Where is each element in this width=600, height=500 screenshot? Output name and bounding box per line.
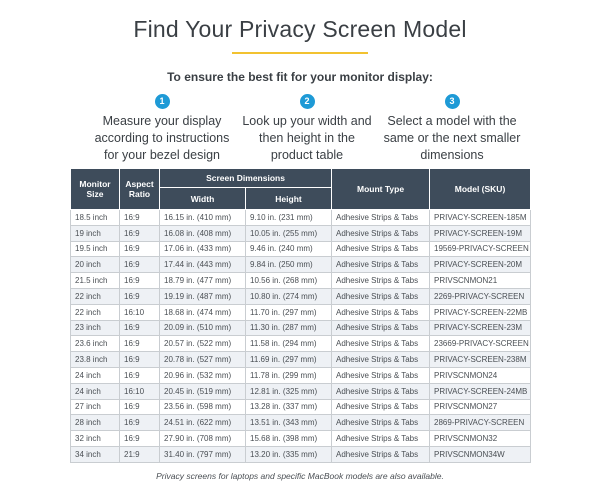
cell-width: 20.78 in. (527 mm) — [160, 352, 246, 368]
cell-ratio: 21:9 — [120, 446, 160, 462]
header-width: Width — [160, 188, 246, 210]
header-model: Model (SKU) — [430, 169, 531, 210]
cell-model: PRIVSCNMON24 — [430, 367, 531, 383]
cell-model: PRIVSCNMON34W — [430, 446, 531, 462]
cell-ratio: 16:9 — [120, 273, 160, 289]
step-text: Measure your display according to instructions for your bezel design — [94, 114, 230, 162]
footnote: Privacy screens for laptops and specific MacBook models are also available. — [156, 471, 444, 481]
cell-model: PRIVSCNMON27 — [430, 399, 531, 415]
cell-size: 20 inch — [71, 257, 120, 273]
table-row — [71, 415, 531, 431]
cell-width: 16.15 in. (410 mm) — [160, 210, 246, 226]
header-mount-type: Mount Type — [332, 169, 430, 210]
cell-mount: Adhesive Strips & Tabs — [332, 273, 430, 289]
cell-height: 13.51 in. (343 mm) — [246, 415, 332, 431]
cell-width: 17.44 in. (443 mm) — [160, 257, 246, 273]
cell-height: 10.05 in. (255 mm) — [246, 225, 332, 241]
header-height: Height — [246, 188, 332, 210]
table-row — [71, 383, 531, 399]
table-row — [71, 225, 531, 241]
cell-width: 23.56 in. (598 mm) — [160, 399, 246, 415]
cell-model: PRIVACY-SCREEN-23M — [430, 320, 531, 336]
cell-width: 20.09 in. (510 mm) — [160, 320, 246, 336]
cell-ratio: 16:9 — [120, 320, 160, 336]
cell-height: 11.78 in. (299 mm) — [246, 367, 332, 383]
cell-size: 22 inch — [71, 288, 120, 304]
cell-model: 2869-PRIVACY-SCREEN — [430, 415, 531, 431]
cell-size: 34 inch — [71, 446, 120, 462]
cell-model: PRIVACY-SCREEN-20M — [430, 257, 531, 273]
table-row — [71, 304, 531, 320]
step-number-badge: 2 — [300, 94, 315, 109]
cell-mount: Adhesive Strips & Tabs — [332, 399, 430, 415]
cell-mount: Adhesive Strips & Tabs — [332, 446, 430, 462]
cell-size: 21.5 inch — [71, 273, 120, 289]
cell-ratio: 16:9 — [120, 241, 160, 257]
cell-height: 10.56 in. (268 mm) — [246, 273, 332, 289]
cell-ratio: 16:9 — [120, 210, 160, 226]
cell-height: 11.58 in. (294 mm) — [246, 336, 332, 352]
cell-height: 11.69 in. (297 mm) — [246, 352, 332, 368]
cell-height: 12.81 in. (325 mm) — [246, 383, 332, 399]
table-row — [71, 273, 531, 289]
cell-mount: Adhesive Strips & Tabs — [332, 304, 430, 320]
cell-width: 18.68 in. (474 mm) — [160, 304, 246, 320]
table-row — [71, 257, 531, 273]
cell-ratio: 16:9 — [120, 352, 160, 368]
cell-width: 16.08 in. (408 mm) — [160, 225, 246, 241]
steps-row — [92, 91, 522, 164]
header-aspect-ratio: Aspect Ratio — [120, 169, 160, 210]
cell-width: 19.19 in. (487 mm) — [160, 288, 246, 304]
cell-ratio: 16:9 — [120, 257, 160, 273]
cell-size: 28 inch — [71, 415, 120, 431]
cell-model: PRIVACY-SCREEN-19M — [430, 225, 531, 241]
cell-mount: Adhesive Strips & Tabs — [332, 288, 430, 304]
cell-size: 24 inch — [71, 367, 120, 383]
table-body — [71, 210, 531, 463]
cell-ratio: 16:10 — [120, 383, 160, 399]
cell-model: PRIVSCNMON21 — [430, 273, 531, 289]
cell-height: 11.70 in. (297 mm) — [246, 304, 332, 320]
cell-ratio: 16:9 — [120, 367, 160, 383]
cell-ratio: 16:9 — [120, 431, 160, 447]
cell-size: 23.8 inch — [71, 352, 120, 368]
cell-height: 10.80 in. (274 mm) — [246, 288, 332, 304]
cell-size: 27 inch — [71, 399, 120, 415]
cell-height: 13.28 in. (337 mm) — [246, 399, 332, 415]
step-text: Look up your width and then height in the product table — [242, 114, 372, 162]
table-row — [71, 241, 531, 257]
cell-size: 23 inch — [71, 320, 120, 336]
cell-mount: Adhesive Strips & Tabs — [332, 241, 430, 257]
cell-mount: Adhesive Strips & Tabs — [332, 336, 430, 352]
header-screen-dimensions: Screen Dimensions — [160, 169, 332, 188]
table-row — [71, 352, 531, 368]
page-title: Find Your Privacy Screen Model — [133, 16, 467, 42]
cell-model: PRIVACY-SCREEN-22MB — [430, 304, 531, 320]
title-underline — [232, 52, 368, 54]
cell-mount: Adhesive Strips & Tabs — [332, 210, 430, 226]
cell-mount: Adhesive Strips & Tabs — [332, 431, 430, 447]
cell-width: 17.06 in. (433 mm) — [160, 241, 246, 257]
cell-width: 20.45 in. (519 mm) — [160, 383, 246, 399]
cell-ratio: 16:9 — [120, 225, 160, 241]
table-row — [71, 210, 531, 226]
cell-mount: Adhesive Strips & Tabs — [332, 415, 430, 431]
cell-mount: Adhesive Strips & Tabs — [332, 257, 430, 273]
step-3 — [382, 91, 522, 164]
cell-model: PRIVACY-SCREEN-238M — [430, 352, 531, 368]
cell-mount: Adhesive Strips & Tabs — [332, 320, 430, 336]
cell-model: PRIVSCNMON32 — [430, 431, 531, 447]
cell-height: 13.20 in. (335 mm) — [246, 446, 332, 462]
cell-mount: Adhesive Strips & Tabs — [332, 225, 430, 241]
cell-ratio: 16:9 — [120, 288, 160, 304]
cell-ratio: 16:9 — [120, 336, 160, 352]
header-monitor-size: Monitor Size — [71, 169, 120, 210]
cell-height: 9.84 in. (250 mm) — [246, 257, 332, 273]
table-row — [71, 399, 531, 415]
page-subtitle: To ensure the best fit for your monitor display: — [167, 70, 433, 84]
table-row — [71, 431, 531, 447]
cell-ratio: 16:9 — [120, 399, 160, 415]
table-row — [71, 336, 531, 352]
cell-width: 18.79 in. (477 mm) — [160, 273, 246, 289]
cell-height: 9.10 in. (231 mm) — [246, 210, 332, 226]
cell-mount: Adhesive Strips & Tabs — [332, 352, 430, 368]
table-row — [71, 367, 531, 383]
cell-mount: Adhesive Strips & Tabs — [332, 383, 430, 399]
cell-size: 18.5 inch — [71, 210, 120, 226]
product-table — [70, 168, 531, 463]
cell-model: 23669-PRIVACY-SCREEN — [430, 336, 531, 352]
cell-size: 22 inch — [71, 304, 120, 320]
table-row — [71, 288, 531, 304]
cell-width: 27.90 in. (708 mm) — [160, 431, 246, 447]
cell-width: 20.96 in. (532 mm) — [160, 367, 246, 383]
cell-width: 31.40 in. (797 mm) — [160, 446, 246, 462]
table-row — [71, 320, 531, 336]
cell-height: 15.68 in. (398 mm) — [246, 431, 332, 447]
cell-height: 11.30 in. (287 mm) — [246, 320, 332, 336]
step-2 — [237, 91, 377, 164]
cell-width: 24.51 in. (622 mm) — [160, 415, 246, 431]
step-number-badge: 1 — [155, 94, 170, 109]
cell-ratio: 16:9 — [120, 415, 160, 431]
cell-model: 2269-PRIVACY-SCREEN — [430, 288, 531, 304]
cell-height: 9.46 in. (240 mm) — [246, 241, 332, 257]
cell-size: 19.5 inch — [71, 241, 120, 257]
cell-size: 32 inch — [71, 431, 120, 447]
step-1 — [92, 91, 232, 164]
step-number-badge: 3 — [445, 94, 460, 109]
cell-model: PRIVACY-SCREEN-24MB — [430, 383, 531, 399]
cell-mount: Adhesive Strips & Tabs — [332, 367, 430, 383]
cell-size: 23.6 inch — [71, 336, 120, 352]
cell-size: 19 inch — [71, 225, 120, 241]
table-row — [71, 446, 531, 462]
cell-ratio: 16:10 — [120, 304, 160, 320]
cell-width: 20.57 in. (522 mm) — [160, 336, 246, 352]
cell-model: PRIVACY-SCREEN-185M — [430, 210, 531, 226]
cell-model: 19569-PRIVACY-SCREEN — [430, 241, 531, 257]
step-text: Select a model with the same or the next smaller dimensions — [383, 114, 521, 162]
cell-size: 24 inch — [71, 383, 120, 399]
